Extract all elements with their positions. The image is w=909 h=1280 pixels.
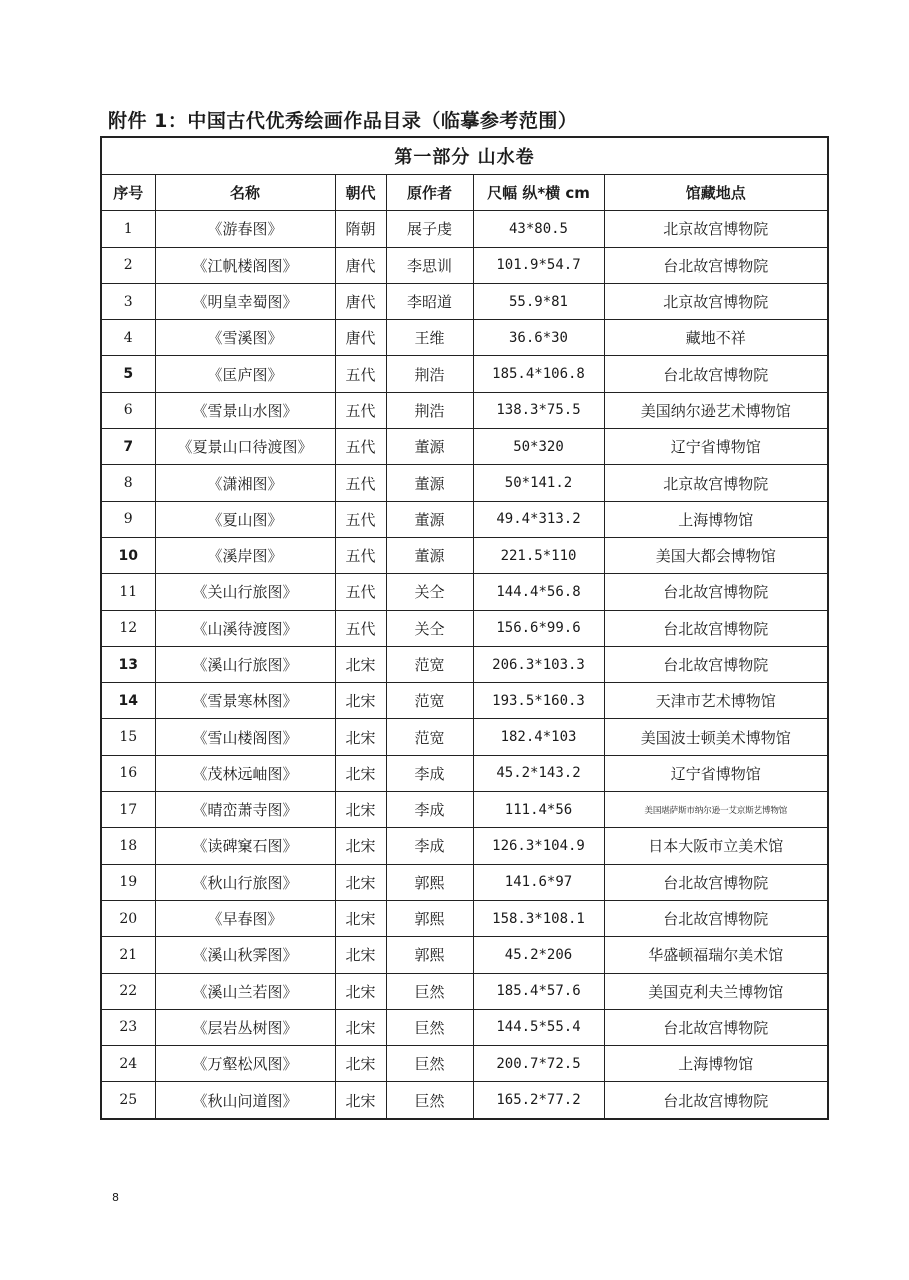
table-row	[101, 719, 828, 755]
table-row	[101, 1009, 828, 1045]
cell-location: 上海博物馆	[604, 1046, 828, 1082]
cell-no: 4	[101, 320, 155, 356]
cell-author: 巨然	[386, 1082, 473, 1119]
cell-name: 《潇湘图》	[155, 465, 335, 501]
cell-location: 华盛顿福瑞尔美术馆	[604, 937, 828, 973]
cell-author: 范宽	[386, 646, 473, 682]
cell-size: 111.4*56	[473, 792, 604, 828]
table-row	[101, 283, 828, 319]
cell-name: 《雪景山水图》	[155, 392, 335, 428]
table-row	[101, 683, 828, 719]
table-row	[101, 937, 828, 973]
cell-size: 126.3*104.9	[473, 828, 604, 864]
cell-no: 23	[101, 1009, 155, 1045]
table-row	[101, 211, 828, 247]
cell-name: 《读碑窠石图》	[155, 828, 335, 864]
cell-author: 关仝	[386, 610, 473, 646]
cell-location: 北京故宫博物院	[604, 283, 828, 319]
cell-name: 《万壑松风图》	[155, 1046, 335, 1082]
cell-dynasty: 北宋	[335, 1009, 386, 1045]
cell-author: 李成	[386, 792, 473, 828]
cell-name: 《游春图》	[155, 211, 335, 247]
cell-location: 北京故宫博物院	[604, 465, 828, 501]
cell-author: 李昭道	[386, 283, 473, 319]
cell-location: 美国大都会博物馆	[604, 537, 828, 573]
cell-location: 台北故宫博物院	[604, 864, 828, 900]
cell-name: 《秋山问道图》	[155, 1082, 335, 1119]
cell-no: 17	[101, 792, 155, 828]
cell-dynasty: 五代	[335, 356, 386, 392]
cell-name: 《溪山兰若图》	[155, 973, 335, 1009]
header-no: 序号	[101, 175, 155, 211]
cell-dynasty: 北宋	[335, 828, 386, 864]
cell-location: 藏地不祥	[604, 320, 828, 356]
cell-location: 日本大阪市立美术馆	[604, 828, 828, 864]
cell-location: 上海博物馆	[604, 501, 828, 537]
cell-location: 台北故宫博物院	[604, 646, 828, 682]
header-size: 尺幅 纵*横 cm	[473, 175, 604, 211]
table-row	[101, 1046, 828, 1082]
cell-author: 巨然	[386, 1009, 473, 1045]
table-row	[101, 247, 828, 283]
cell-no: 9	[101, 501, 155, 537]
cell-author: 展子虔	[386, 211, 473, 247]
cell-size: 36.6*30	[473, 320, 604, 356]
cell-no: 22	[101, 973, 155, 1009]
cell-location: 美国克利夫兰博物馆	[604, 973, 828, 1009]
table-row	[101, 973, 828, 1009]
cell-no: 21	[101, 937, 155, 973]
section-title: 第一部分 山水卷	[101, 137, 828, 175]
cell-size: 158.3*108.1	[473, 900, 604, 936]
cell-name: 《明皇幸蜀图》	[155, 283, 335, 319]
cell-location: 台北故宫博物院	[604, 247, 828, 283]
cell-author: 范宽	[386, 683, 473, 719]
table-row	[101, 320, 828, 356]
cell-author: 董源	[386, 537, 473, 573]
cell-author: 郭熙	[386, 937, 473, 973]
cell-size: 200.7*72.5	[473, 1046, 604, 1082]
cell-no: 7	[101, 429, 155, 465]
cell-no: 19	[101, 864, 155, 900]
cell-location: 台北故宫博物院	[604, 356, 828, 392]
cell-name: 《江帆楼阁图》	[155, 247, 335, 283]
cell-no: 18	[101, 828, 155, 864]
cell-author: 董源	[386, 465, 473, 501]
cell-no: 8	[101, 465, 155, 501]
cell-location: 美国堪萨斯市纳尔逊一艾京斯艺博物馆	[604, 792, 828, 828]
cell-dynasty: 五代	[335, 465, 386, 501]
document-title: 附件 1：中国古代优秀绘画作品目录（临摹参考范围）	[108, 110, 578, 132]
table-row	[101, 429, 828, 465]
header-dynasty: 朝代	[335, 175, 386, 211]
section-header-row	[101, 137, 828, 175]
cell-author: 李成	[386, 828, 473, 864]
table-row	[101, 646, 828, 682]
cell-no: 20	[101, 900, 155, 936]
cell-no: 5	[101, 356, 155, 392]
cell-dynasty: 北宋	[335, 900, 386, 936]
cell-location: 台北故宫博物院	[604, 1082, 828, 1119]
cell-no: 15	[101, 719, 155, 755]
cell-author: 关仝	[386, 574, 473, 610]
cell-size: 45.2*143.2	[473, 755, 604, 791]
cell-dynasty: 北宋	[335, 973, 386, 1009]
cell-name: 《夏景山口待渡图》	[155, 429, 335, 465]
cell-size: 141.6*97	[473, 864, 604, 900]
cell-no: 6	[101, 392, 155, 428]
header-location: 馆藏地点	[604, 175, 828, 211]
cell-dynasty: 北宋	[335, 1082, 386, 1119]
cell-size: 221.5*110	[473, 537, 604, 573]
cell-size: 55.9*81	[473, 283, 604, 319]
cell-size: 156.6*99.6	[473, 610, 604, 646]
cell-dynasty: 五代	[335, 429, 386, 465]
cell-name: 《层岩丛树图》	[155, 1009, 335, 1045]
cell-name: 《茂林远岫图》	[155, 755, 335, 791]
cell-name: 《雪溪图》	[155, 320, 335, 356]
cell-name: 《山溪待渡图》	[155, 610, 335, 646]
cell-name: 《溪山行旅图》	[155, 646, 335, 682]
cell-no: 2	[101, 247, 155, 283]
cell-location: 美国纳尔逊艺术博物馆	[604, 392, 828, 428]
cell-dynasty: 隋朝	[335, 211, 386, 247]
cell-location: 辽宁省博物馆	[604, 429, 828, 465]
cell-author: 李思训	[386, 247, 473, 283]
cell-size: 182.4*103	[473, 719, 604, 755]
cell-name: 《匡庐图》	[155, 356, 335, 392]
cell-location: 辽宁省博物馆	[604, 755, 828, 791]
cell-no: 24	[101, 1046, 155, 1082]
cell-name: 《雪景寒林图》	[155, 683, 335, 719]
cell-dynasty: 五代	[335, 574, 386, 610]
cell-dynasty: 北宋	[335, 719, 386, 755]
cell-name: 《溪岸图》	[155, 537, 335, 573]
cell-size: 43*80.5	[473, 211, 604, 247]
cell-author: 郭熙	[386, 864, 473, 900]
table-row	[101, 792, 828, 828]
cell-location: 台北故宫博物院	[604, 1009, 828, 1045]
table-row	[101, 465, 828, 501]
cell-dynasty: 五代	[335, 392, 386, 428]
cell-no: 10	[101, 537, 155, 573]
cell-name: 《夏山图》	[155, 501, 335, 537]
cell-no: 13	[101, 646, 155, 682]
cell-no: 1	[101, 211, 155, 247]
cell-author: 李成	[386, 755, 473, 791]
cell-location: 台北故宫博物院	[604, 900, 828, 936]
cell-name: 《秋山行旅图》	[155, 864, 335, 900]
painting-catalog-table	[100, 136, 829, 1120]
cell-author: 董源	[386, 501, 473, 537]
cell-size: 206.3*103.3	[473, 646, 604, 682]
cell-author: 范宽	[386, 719, 473, 755]
cell-dynasty: 北宋	[335, 683, 386, 719]
cell-no: 16	[101, 755, 155, 791]
cell-dynasty: 北宋	[335, 937, 386, 973]
cell-size: 144.5*55.4	[473, 1009, 604, 1045]
table-row	[101, 574, 828, 610]
cell-size: 144.4*56.8	[473, 574, 604, 610]
cell-no: 12	[101, 610, 155, 646]
cell-author: 董源	[386, 429, 473, 465]
cell-no: 14	[101, 683, 155, 719]
cell-author: 巨然	[386, 1046, 473, 1082]
cell-location: 美国波士顿美术博物馆	[604, 719, 828, 755]
cell-size: 50*141.2	[473, 465, 604, 501]
cell-name: 《早春图》	[155, 900, 335, 936]
cell-dynasty: 五代	[335, 501, 386, 537]
cell-author: 巨然	[386, 973, 473, 1009]
page-number: 8	[112, 1191, 119, 1204]
table-row	[101, 537, 828, 573]
cell-author: 郭熙	[386, 900, 473, 936]
cell-location: 台北故宫博物院	[604, 610, 828, 646]
cell-dynasty: 北宋	[335, 646, 386, 682]
header-name: 名称	[155, 175, 335, 211]
cell-dynasty: 唐代	[335, 247, 386, 283]
cell-name: 《晴峦萧寺图》	[155, 792, 335, 828]
cell-size: 138.3*75.5	[473, 392, 604, 428]
cell-size: 49.4*313.2	[473, 501, 604, 537]
table-row	[101, 864, 828, 900]
cell-name: 《雪山楼阁图》	[155, 719, 335, 755]
cell-location: 北京故宫博物院	[604, 211, 828, 247]
cell-no: 3	[101, 283, 155, 319]
cell-dynasty: 唐代	[335, 283, 386, 319]
cell-size: 185.4*57.6	[473, 973, 604, 1009]
cell-dynasty: 北宋	[335, 864, 386, 900]
table-row	[101, 392, 828, 428]
table-row	[101, 828, 828, 864]
cell-size: 185.4*106.8	[473, 356, 604, 392]
cell-size: 165.2*77.2	[473, 1082, 604, 1119]
cell-no: 11	[101, 574, 155, 610]
table-row	[101, 356, 828, 392]
header-author: 原作者	[386, 175, 473, 211]
table-row	[101, 900, 828, 936]
cell-dynasty: 北宋	[335, 1046, 386, 1082]
cell-size: 50*320	[473, 429, 604, 465]
column-header-row	[101, 175, 828, 211]
cell-author: 王维	[386, 320, 473, 356]
cell-name: 《关山行旅图》	[155, 574, 335, 610]
cell-location: 台北故宫博物院	[604, 574, 828, 610]
cell-location: 天津市艺术博物馆	[604, 683, 828, 719]
cell-author: 荆浩	[386, 392, 473, 428]
cell-dynasty: 北宋	[335, 792, 386, 828]
cell-dynasty: 五代	[335, 537, 386, 573]
cell-no: 25	[101, 1082, 155, 1119]
table-row	[101, 610, 828, 646]
cell-name: 《溪山秋霁图》	[155, 937, 335, 973]
cell-dynasty: 北宋	[335, 755, 386, 791]
cell-dynasty: 唐代	[335, 320, 386, 356]
cell-dynasty: 五代	[335, 610, 386, 646]
table-row	[101, 1082, 828, 1119]
cell-author: 荆浩	[386, 356, 473, 392]
table-row	[101, 755, 828, 791]
cell-size: 45.2*206	[473, 937, 604, 973]
cell-size: 101.9*54.7	[473, 247, 604, 283]
table-row	[101, 501, 828, 537]
cell-size: 193.5*160.3	[473, 683, 604, 719]
